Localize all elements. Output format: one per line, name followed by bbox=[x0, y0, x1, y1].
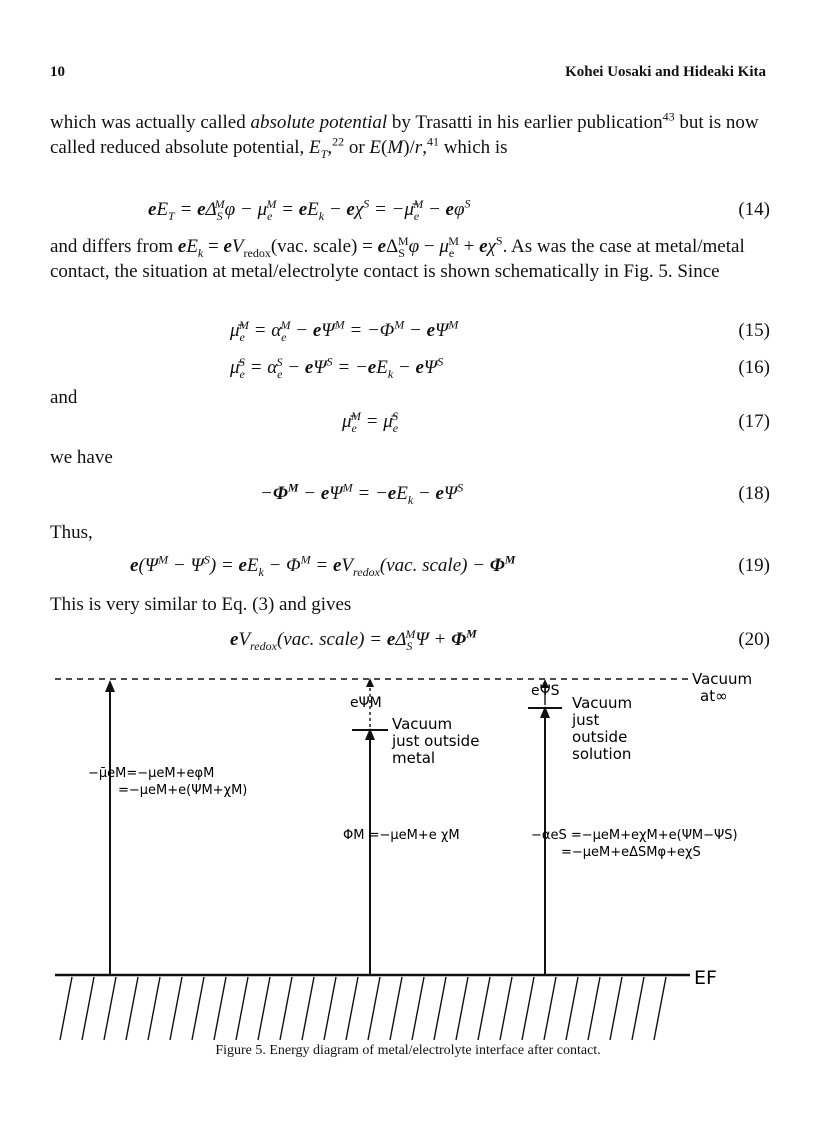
figure-caption: Figure 5. Energy diagram of metal/electrolyte interface after contact. bbox=[215, 1043, 601, 1058]
arrow-left-head bbox=[105, 680, 115, 692]
equation-expression: $eE_T = e\Delta_S^M\varphi - \mu_e^M = eE_k - e\chi^S$ = $-\mū_e^M - e\varphi^S$ bbox=[148, 196, 471, 223]
label-vac-sol-1: Vacuum bbox=[572, 694, 633, 712]
running-authors: Kohei Uosaki and Hideaki Kita bbox=[565, 64, 766, 80]
label-fermi: EF bbox=[694, 967, 717, 989]
equation-expression: $-\Phi^M - e\Psi^M = -eE_k - e\Psi^S$ bbox=[260, 480, 464, 507]
text-we-have: we have bbox=[50, 447, 113, 468]
label-left-2: =−μeM+e(ΨM+χM) bbox=[118, 783, 248, 798]
equation-number: (17) bbox=[738, 411, 770, 432]
label-vacuum-infinity-2: at∞ bbox=[700, 687, 728, 705]
equation-expression: $\mū_e^M$ = $\mū_e^S$ bbox=[342, 408, 399, 435]
equation-expression: $\mū_e^S = \alpha_e^S - e\Psi^S = -eE_k - e\Psi^S$ bbox=[230, 354, 444, 381]
text-thus: Thus, bbox=[50, 522, 93, 543]
equation-number: (19) bbox=[738, 555, 770, 576]
equation-expression: $e(\Psi^M - \Psi^S) = eE_k - \Phi^M = eV_{redox}(vac$. scale) − $\Phi^M$ bbox=[130, 552, 516, 579]
label-alpha-2: =−μeM+eΔSMφ+eχS bbox=[561, 845, 701, 860]
label-vac-metal-1: Vacuum bbox=[392, 715, 453, 733]
label-vac-sol-2: just bbox=[572, 711, 600, 729]
equation-expression: $\mū_e^M = \alpha_e^M - e\Psi^M = -\Phi^M - e\Psi^M$ bbox=[230, 317, 459, 344]
label-vac-metal-3: metal bbox=[392, 749, 436, 767]
equation-number: (18) bbox=[738, 483, 770, 504]
label-vac-sol-4: solution bbox=[572, 745, 632, 763]
equation-number: (20) bbox=[738, 629, 770, 650]
label-vac-metal-2: just outside bbox=[392, 732, 480, 750]
page-number: 10 bbox=[50, 64, 65, 80]
label-left-1: −μ̄eM=−μeM+eφM bbox=[88, 766, 215, 781]
equation-number: (15) bbox=[738, 320, 770, 341]
equation-expression: $eV_{redox}(vac$. scale) = $e\Delta_S^M\Psi + \Phi^M$ bbox=[230, 626, 477, 653]
equation-number: (14) bbox=[738, 199, 770, 220]
label-phi: ΦM =−μeM+e χM bbox=[343, 828, 460, 843]
label-eps-s: eΨS bbox=[531, 683, 560, 699]
label-eps-m: eΨM bbox=[350, 695, 382, 711]
label-vac-sol-3: outside bbox=[572, 728, 628, 746]
label-alpha-1: −αeS =−μeM+eχM+e(ΨM−ΨS) bbox=[531, 828, 738, 843]
label-vacuum-infinity-1: Vacuum bbox=[692, 670, 753, 688]
text-and: and bbox=[50, 387, 78, 408]
paragraph-3: This is very similar to Eq. (3) and gives bbox=[50, 594, 352, 615]
metal-hatching bbox=[60, 977, 666, 1040]
paragraph-1: which was actually called absolute potential by Trasatti in his earlier publication$^{43}$ but is now called reduced absolute potential, $E_T,^{22}$ or E(M)/r,$^{41}$ which is bbox=[50, 109, 759, 161]
paragraph-2: and differs from $eE_k = eV_{redox}(vac$. scale) = $e\Delta_S^M\varphi - \mu_e^M + e\chi^S$. As was the case at metal/metal contact, the situation at metal/electrolyte contact is shown schematically in Fig. 5. Since bbox=[50, 233, 745, 282]
equation-number: (16) bbox=[738, 357, 770, 378]
